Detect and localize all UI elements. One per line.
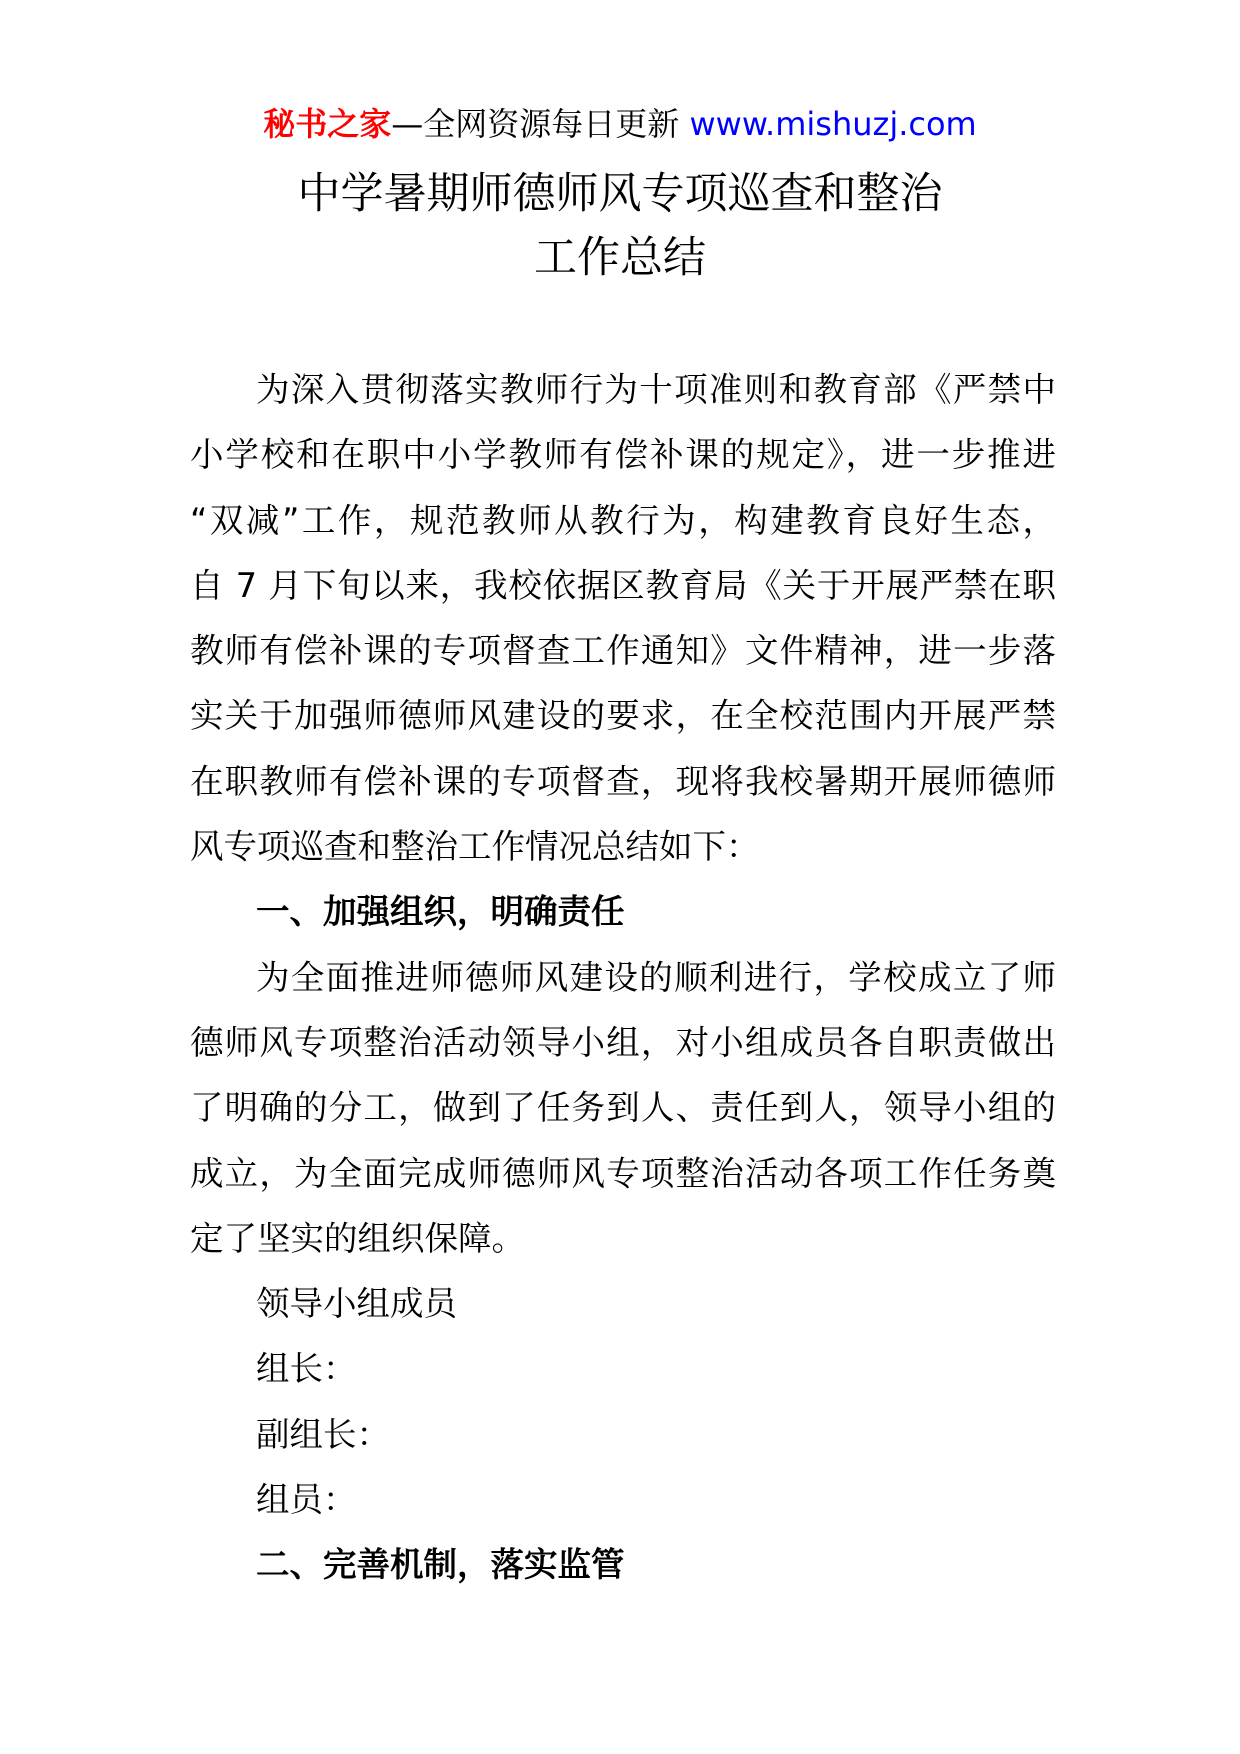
leader-label: 组长：: [256, 1349, 357, 1389]
title-line-1: 中学暑期师德师风专项巡查和整治: [297, 169, 943, 219]
member-label: 组员：: [256, 1480, 357, 1520]
site-url-link[interactable]: www.mishuzj.com: [689, 105, 977, 143]
intro-line: 风专项巡查和整治工作情况总结如下：: [190, 827, 760, 867]
intro-line: 自 7 月下旬以来，我校依据区教育局《关于开展严禁在职: [190, 565, 1056, 605]
site-tagline: —全网资源每日更新: [391, 105, 690, 143]
section1-line: 定了坚实的组织保障。: [190, 1218, 525, 1258]
site-header: [0, 100, 1240, 148]
document-title: [0, 162, 1240, 290]
intro-line: 小学校和在职中小学教师有偿补课的规定》，进一步推进: [190, 435, 1056, 475]
title-line-2: 工作总结: [534, 233, 706, 283]
section1-line: 德师风专项整治活动领导小组，对小组成员各自职责做出: [190, 1022, 1056, 1062]
deputy-leader-label: 副组长：: [256, 1414, 390, 1454]
intro-line: 在职教师有偿补课的专项督查，现将我校暑期开展师德师: [190, 761, 1056, 801]
document-body: [190, 357, 1056, 1598]
intro-line: “双减”工作，规范教师从教行为，构建教育良好生态，: [190, 500, 1056, 540]
section1-line: 成立，为全面完成师德师风专项整治活动各项工作任务奠: [190, 1153, 1056, 1193]
intro-line: 实关于加强师德师风建设的要求，在全校范围内开展严禁: [190, 696, 1056, 736]
site-name: 秘书之家: [263, 105, 392, 143]
section-heading-1: 一、加强组织，明确责任: [256, 892, 625, 932]
section1-line: 为全面推进师德师风建设的顺利进行，学校成立了师: [256, 957, 1056, 997]
section1-line: 了明确的分工，做到了任务到人、责任到人，领导小组的: [190, 1088, 1056, 1128]
intro-line: 为深入贯彻落实教师行为十项准则和教育部《严禁中: [256, 370, 1056, 409]
intro-line: 教师有偿补课的专项督查工作通知》文件精神，进一步落: [190, 631, 1056, 671]
section-heading-2: 二、完善机制，落实监管: [256, 1545, 625, 1585]
members-title: 领导小组成员: [256, 1284, 457, 1324]
